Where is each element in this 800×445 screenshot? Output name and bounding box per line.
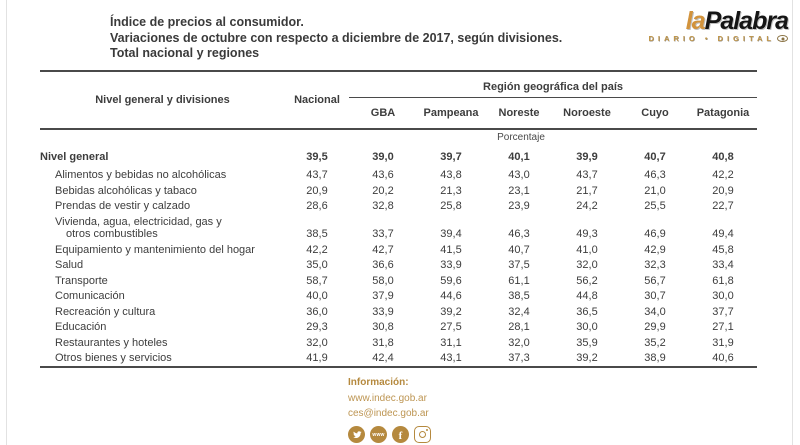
footer-website-link[interactable]: www.indec.gob.ar bbox=[348, 392, 427, 404]
cell-value: 30,8 bbox=[372, 321, 394, 333]
header-nacional: Nacional bbox=[285, 71, 349, 129]
logo-palabra: Palabra bbox=[704, 7, 788, 35]
table-row bbox=[40, 273, 757, 289]
cell-value: 43,6 bbox=[372, 169, 394, 181]
social-icons bbox=[348, 426, 431, 443]
cell-value: 40,0 bbox=[306, 290, 328, 302]
cell-value: 61,8 bbox=[712, 274, 734, 287]
cell-value: 40,8 bbox=[712, 151, 734, 163]
row-label: Salud bbox=[55, 259, 84, 271]
table-row bbox=[40, 199, 757, 215]
cell-value: 23,1 bbox=[508, 184, 530, 197]
lapalabra-logo bbox=[646, 8, 788, 43]
cell-value: 58,7 bbox=[306, 274, 328, 287]
row-label: Equipamiento y mantenimiento del hogar bbox=[55, 243, 255, 256]
row-label: Vivienda, agua, electricidad, gas y otros combustibles bbox=[55, 215, 222, 240]
cell-value: 40,7 bbox=[644, 151, 666, 163]
title-line-2: Variaciones de octubre con respecto a diciembre de 2017, según divisiones. bbox=[110, 30, 563, 45]
cpi-table bbox=[40, 70, 757, 368]
header-col-pampeana: Pampeana bbox=[417, 97, 485, 129]
cell-value: 41,9 bbox=[306, 352, 328, 364]
cell-value: 35,2 bbox=[644, 336, 666, 349]
row-label: Comunicación bbox=[55, 290, 125, 302]
cell-value: 59,6 bbox=[440, 274, 462, 287]
unit-label: Porcentaje bbox=[497, 131, 545, 143]
unit-row bbox=[40, 129, 757, 146]
row-label: Educación bbox=[55, 321, 107, 333]
cell-value: 40,6 bbox=[712, 352, 734, 364]
cell-value: 21,7 bbox=[576, 184, 598, 197]
cell-value: 39,0 bbox=[372, 151, 394, 163]
cell-value: 21,3 bbox=[440, 184, 462, 197]
table-row bbox=[40, 258, 757, 274]
header-divisions: Nivel general y divisiones bbox=[40, 71, 285, 129]
cell-value: 49,3 bbox=[576, 228, 598, 240]
cell-value: 40,7 bbox=[508, 243, 530, 256]
cell-value: 38,5 bbox=[508, 290, 530, 302]
cell-value: 61,1 bbox=[508, 274, 530, 287]
row-label: Otros bienes y servicios bbox=[55, 352, 172, 364]
cell-value: 35,9 bbox=[576, 336, 598, 349]
header-col-gba: GBA bbox=[349, 97, 417, 129]
footer-email-link[interactable]: ces@indec.gob.ar bbox=[348, 408, 429, 419]
cell-value: 39,9 bbox=[576, 151, 598, 163]
footer bbox=[348, 377, 431, 443]
cell-value: 25,5 bbox=[644, 200, 666, 212]
header-col-cuyo: Cuyo bbox=[621, 97, 689, 129]
header-col-patagonia: Patagonia bbox=[689, 97, 757, 129]
row-label: Alimentos y bebidas no alcohólicas bbox=[55, 169, 227, 181]
table-row bbox=[40, 289, 757, 305]
cell-value: 39,5 bbox=[306, 151, 328, 163]
cell-value: 40,1 bbox=[508, 151, 530, 163]
cell-value: 33,4 bbox=[712, 259, 734, 271]
website-icon[interactable]: www bbox=[370, 426, 387, 443]
cell-value: 32,8 bbox=[372, 200, 394, 212]
cell-value: 33,7 bbox=[372, 228, 394, 240]
title-line-1: Índice de precios al consumidor. bbox=[110, 15, 304, 29]
table-row bbox=[40, 214, 757, 242]
logo-wordmark bbox=[646, 8, 788, 34]
cell-value: 34,0 bbox=[644, 305, 666, 318]
cell-value: 32,3 bbox=[644, 259, 666, 271]
cell-value: 30,0 bbox=[712, 290, 734, 302]
table-row bbox=[40, 183, 757, 199]
cell-value: 46,3 bbox=[644, 169, 666, 181]
cell-value: 44,6 bbox=[440, 290, 462, 302]
facebook-icon[interactable]: f bbox=[392, 426, 409, 443]
cell-value: 46,9 bbox=[644, 228, 666, 240]
cell-value: 56,2 bbox=[576, 274, 598, 287]
page-right-border bbox=[792, 0, 793, 445]
table-row bbox=[40, 146, 757, 168]
table-row bbox=[40, 320, 757, 336]
row-label: Transporte bbox=[55, 274, 108, 287]
cell-value: 32,0 bbox=[508, 336, 530, 349]
cell-value: 42,7 bbox=[372, 243, 394, 256]
cell-value: 43,8 bbox=[440, 169, 462, 181]
instagram-icon[interactable] bbox=[414, 426, 431, 443]
table-row bbox=[40, 242, 757, 258]
row-label: Bebidas alcohólicas y tabaco bbox=[55, 184, 197, 197]
cell-value: 28,1 bbox=[508, 321, 530, 333]
cell-value: 43,7 bbox=[306, 169, 328, 181]
cell-value: 22,7 bbox=[712, 200, 734, 212]
cell-value: 45,8 bbox=[712, 243, 734, 256]
cell-value: 29,9 bbox=[644, 321, 666, 333]
page-left-border bbox=[6, 0, 7, 445]
cell-value: 58,0 bbox=[372, 274, 394, 287]
cell-value: 20,2 bbox=[372, 184, 394, 197]
cell-value: 46,3 bbox=[508, 228, 530, 240]
title-block bbox=[110, 15, 562, 62]
cell-value: 39,4 bbox=[440, 228, 462, 240]
cell-value: 31,8 bbox=[372, 336, 394, 349]
cell-value: 31,9 bbox=[712, 336, 734, 349]
cell-value: 33,9 bbox=[440, 259, 462, 271]
table-row bbox=[40, 335, 757, 351]
cell-value: 38,5 bbox=[306, 228, 328, 240]
title-line-3: Total nacional y regiones bbox=[110, 46, 260, 60]
cell-value: 35,0 bbox=[306, 259, 328, 271]
row-label: Recreación y cultura bbox=[55, 305, 156, 318]
cell-value: 37,7 bbox=[712, 305, 734, 318]
cell-value: 39,7 bbox=[440, 151, 462, 163]
cell-value: 32,4 bbox=[508, 305, 530, 318]
logo-la: la bbox=[685, 7, 705, 35]
cell-value: 36,0 bbox=[306, 305, 328, 318]
cell-value: 36,6 bbox=[372, 259, 394, 271]
row-label: Restaurantes y hoteles bbox=[55, 336, 168, 349]
cell-value: 28,6 bbox=[306, 200, 328, 212]
cell-value: 30,7 bbox=[644, 290, 666, 302]
cell-value: 24,2 bbox=[576, 200, 598, 212]
cell-value: 43,7 bbox=[576, 169, 598, 181]
cell-value: 44,8 bbox=[576, 290, 598, 302]
cell-value: 42,9 bbox=[644, 243, 666, 256]
cell-value: 39,2 bbox=[576, 352, 598, 364]
cell-value: 49,4 bbox=[712, 228, 734, 240]
cell-value: 27,1 bbox=[712, 321, 734, 333]
cell-value: 41,0 bbox=[576, 243, 598, 256]
cell-value: 23,9 bbox=[508, 200, 530, 212]
cell-value: 37,5 bbox=[508, 259, 530, 271]
cell-value: 38,9 bbox=[644, 352, 666, 364]
cell-value: 21,0 bbox=[644, 184, 666, 197]
row-label: Prendas de vestir y calzado bbox=[55, 200, 191, 212]
cell-value: 29,3 bbox=[306, 321, 328, 333]
cell-value: 36,5 bbox=[576, 305, 598, 318]
table-row bbox=[40, 304, 757, 320]
header-col-noreste: Noreste bbox=[485, 97, 553, 129]
cell-value: 42,2 bbox=[306, 243, 328, 256]
cell-value: 43,1 bbox=[440, 352, 462, 364]
cell-value: 31,1 bbox=[440, 336, 462, 349]
cell-value: 41,5 bbox=[440, 243, 462, 256]
eye-icon bbox=[777, 35, 788, 42]
cell-value: 37,3 bbox=[508, 352, 530, 364]
cell-value: 39,2 bbox=[440, 305, 462, 318]
cell-value: 32,0 bbox=[576, 259, 598, 271]
cell-value: 20,9 bbox=[712, 184, 734, 197]
twitter-icon[interactable] bbox=[348, 426, 365, 443]
cell-value: 32,0 bbox=[306, 336, 328, 349]
cell-value: 33,9 bbox=[372, 305, 394, 318]
cell-value: 56,7 bbox=[644, 274, 666, 287]
cell-value: 30,0 bbox=[576, 321, 598, 333]
cell-value: 43,0 bbox=[508, 169, 530, 181]
table-row bbox=[40, 168, 757, 184]
cell-value: 37,9 bbox=[372, 290, 394, 302]
cell-value: 42,2 bbox=[712, 169, 734, 181]
cell-value: 42,4 bbox=[372, 352, 394, 364]
table-row bbox=[40, 351, 757, 368]
cell-value: 25,8 bbox=[440, 200, 462, 212]
cell-value: 27,5 bbox=[440, 321, 462, 333]
header-region-group: Región geográfica del país bbox=[349, 71, 757, 97]
row-label: Nivel general bbox=[40, 151, 109, 163]
cell-value: 20,9 bbox=[306, 184, 328, 197]
footer-info-label: Información: bbox=[348, 377, 409, 388]
logo-tagline: DIARIO • DIGITAL bbox=[646, 34, 788, 43]
header-col-noroeste: Noroeste bbox=[553, 97, 621, 129]
